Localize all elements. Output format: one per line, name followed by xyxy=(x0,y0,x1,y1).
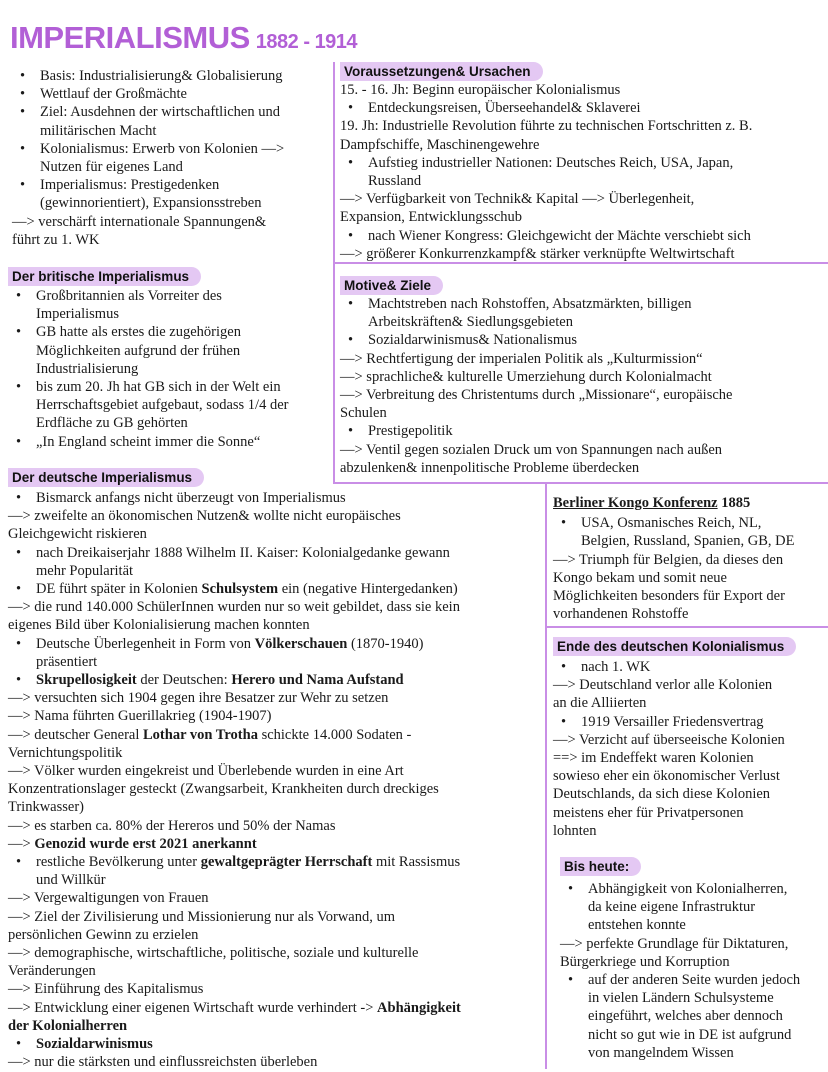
text-line xyxy=(8,871,545,889)
bullet-item: • Großbritannien als Vorreiter des xyxy=(8,287,333,305)
text-line: Möglichkeiten aufgrund der frühen xyxy=(36,342,241,359)
text-segment: Veränderungen xyxy=(8,963,96,980)
text-line: —> größerer Konkurrenzkampf& stärker verknüpfte Weltwirtschaft xyxy=(340,245,735,262)
bold-text: Herero und Nama Aufstand xyxy=(231,672,404,689)
text-line xyxy=(8,762,545,780)
text-line: Arbeitskräften& Siedlungsgebieten xyxy=(368,314,573,331)
bullet-item xyxy=(8,544,545,562)
ende-section xyxy=(553,637,828,840)
text-segment: DE führt später in Kolonien xyxy=(36,581,202,598)
bullet-item: • Sozialdarwinismus& Nationalismus xyxy=(340,331,828,349)
bold-text: Sozialdarwinismus xyxy=(36,1036,153,1053)
bullet-item: • Kolonialismus: Erwerb von Kolonien —> xyxy=(12,140,330,158)
section-heading-ende: Ende des deutschen Kolonialismus xyxy=(553,637,796,656)
text-segment: —> versuchten sich 1904 gegen ihre Besatzer zur Wehr zu setzen xyxy=(8,690,389,707)
text-segment: —> Vergewaltigungen von Frauen xyxy=(8,890,209,907)
text-segment: nach Dreikaiserjahr 1888 Wilhelm II. Kaiser: Kolonialgedanke gewann xyxy=(36,544,450,561)
divider-vertical-top xyxy=(333,62,335,482)
text-line xyxy=(8,780,545,798)
text-line xyxy=(8,525,545,543)
text-segment: Trinkwasser) xyxy=(8,799,84,816)
bullet-item xyxy=(8,1035,545,1053)
text-segment: der Deutschen: xyxy=(136,672,232,689)
bullet-item xyxy=(8,671,545,689)
bullet-item xyxy=(8,853,545,871)
text-line xyxy=(8,562,545,580)
text-line: Dampfschiffe, Maschinengewehre xyxy=(340,136,540,153)
text-line: Schulen xyxy=(340,405,387,422)
text-segment: eigenes Bild über Kolonialisierung machen konnten xyxy=(8,617,310,634)
text-line: —> Verzicht auf überseeische Kolonien xyxy=(553,731,785,748)
text-line xyxy=(8,798,545,816)
text-line: —> Deutschland verlor alle Kolonien xyxy=(553,677,773,694)
text-line: 15. - 16. Jh: Beginn europäischer Kolonialismus xyxy=(340,82,621,98)
text-line: —> Triumph für Belgien, da dieses den xyxy=(553,551,784,568)
deutsch-section xyxy=(8,468,545,1072)
text-line: Russland xyxy=(368,173,422,190)
text-line xyxy=(8,926,545,944)
text-line xyxy=(8,980,545,998)
text-line: meistens eher für Privatpersonen xyxy=(553,804,744,821)
kongo-heading-year: 1885 xyxy=(717,495,751,511)
text-line: —> Verfügbarkeit von Technik& Kapital —> Überlegenheit, xyxy=(340,191,695,208)
voraussetzungen-section xyxy=(340,62,828,263)
text-segment: präsentiert xyxy=(36,653,98,670)
text-line: Nutzen für eigenes Land xyxy=(40,159,183,176)
text-line: ==> im Endeffekt waren Kolonien xyxy=(553,750,754,767)
bullet-item xyxy=(8,635,545,653)
section-heading-heute: Bis heute: xyxy=(560,857,641,876)
section-heading-voraussetzungen: Voraussetzungen& Ursachen xyxy=(340,62,543,81)
text-segment: (1870-1940) xyxy=(347,635,424,652)
intro-list xyxy=(12,67,330,249)
bullet-item: • Wettlauf der Großmächte xyxy=(12,85,330,103)
text-line xyxy=(8,707,545,725)
bullet-item: • USA, Osmanisches Reich, NL, xyxy=(553,514,828,532)
text-segment: ein (negative Hintergedanken) xyxy=(278,581,458,598)
bullet-item: • nach Wiener Kongress: Gleichgewicht der Mächte verschiebt sich xyxy=(340,227,828,245)
bullet-item: • „In England scheint immer die Sonne“ xyxy=(8,433,333,451)
text-line: lohnten xyxy=(553,822,597,839)
bullet-item: • nach 1. WK xyxy=(553,658,828,676)
intro-section xyxy=(12,67,330,249)
ende-list xyxy=(553,658,828,840)
divider-horizontal-kongo xyxy=(545,626,828,628)
text-segment: —> Entwicklung einer eigenen Wirtschaft wurde verhindert -> xyxy=(8,999,378,1016)
text-line xyxy=(8,726,545,744)
text-line: eingeführt, welches aber dennoch xyxy=(588,1008,783,1025)
text-line: abzulenken& innenpolitische Probleme überdecken xyxy=(340,459,640,476)
text-segment: —> deutscher General xyxy=(8,726,143,743)
title-years: 1882 - 1914 xyxy=(255,31,358,53)
text-line: führt zu 1. WK xyxy=(12,231,100,248)
section-heading-motive: Motive& Ziele xyxy=(340,276,443,295)
text-line: Belgien, Russland, Spanien, GB, DE xyxy=(581,533,795,550)
text-line: —> perfekte Grundlage für Diktaturen, xyxy=(560,935,789,952)
bullet-item: • 1919 Versailler Friedensvertrag xyxy=(553,713,828,731)
text-line: nicht so gut wie in DE ist aufgrund xyxy=(588,1026,792,1043)
text-line xyxy=(8,744,545,762)
bullet-item: • Imperialismus: Prestigedenken xyxy=(12,176,330,194)
text-line: sowieso eher ein ökonomischer Verlust xyxy=(553,768,780,785)
divider-vertical-right xyxy=(545,482,547,1069)
bullet-item: • Machtstreben nach Rohstoffen, Absatzmärkten, billigen xyxy=(340,295,828,313)
text-line xyxy=(8,817,545,835)
text-segment: —> nur die stärksten und einflussreichsten überleben xyxy=(8,1054,318,1071)
text-line: Kongo bekam und somit neue xyxy=(553,569,727,586)
bullet-item: • Prestigepolitik xyxy=(340,422,828,440)
text-line xyxy=(8,962,545,980)
text-segment: —> Einführung des Kapitalismus xyxy=(8,981,204,998)
kongo-section xyxy=(553,494,828,623)
bullet-item: • Ziel: Ausdehnen der wirtschaftlichen und xyxy=(12,103,330,121)
text-line: militärischen Macht xyxy=(40,122,157,139)
text-segment: —> Nama führten Guerillakrieg (1904-1907) xyxy=(8,708,272,725)
bullet-item: • Entdeckungsreisen, Überseehandel& Sklaverei xyxy=(340,99,828,117)
text-line xyxy=(8,835,545,853)
bullet-item xyxy=(8,580,545,598)
text-line xyxy=(8,999,545,1017)
text-line: Expansion, Entwicklungsschub xyxy=(340,209,523,226)
bold-text: Schulsystem xyxy=(201,581,279,598)
text-segment: —> demographische, wirtschaftliche, politische, soziale und kulturelle xyxy=(8,945,419,962)
text-line: da keine eigene Infrastruktur xyxy=(588,899,756,916)
bold-text: Völkerschauen xyxy=(254,635,348,652)
bullet-item: • GB hatte als erstes die zugehörigen xyxy=(8,323,333,341)
bullet-item: • Basis: Industrialisierung& Globalisierung xyxy=(12,67,330,85)
text-line: Deutschlands, da sich diese Kolonien xyxy=(553,786,771,803)
text-line: —> sprachliche& kulturelle Umerziehung durch Kolonialmacht xyxy=(340,368,712,385)
text-line: vorhandenen Rohstoffe xyxy=(553,606,689,623)
bold-text: Lothar von Trotha xyxy=(143,726,258,743)
text-line xyxy=(8,944,545,962)
text-line: Erdfläche zu GB gehörten xyxy=(36,415,188,432)
text-line: Möglichkeiten besonders für Export der xyxy=(553,588,785,605)
bullet-item: • bis zum 20. Jh hat GB sich in der Welt ein xyxy=(8,378,333,396)
bullet-item xyxy=(8,489,545,507)
heute-list xyxy=(560,880,828,1062)
voraussetzungen-list xyxy=(340,81,828,263)
text-line: —> verschärft internationale Spannungen& xyxy=(12,213,267,230)
title-main: IMPERIALISMUS xyxy=(10,20,250,55)
kongo-heading-bold: Berliner Kongo Konferenz xyxy=(553,495,718,511)
text-segment: —> die rund 140.000 SchülerInnen wurden nur so weit gebildet, dass sie kein xyxy=(8,599,460,616)
text-line xyxy=(8,1017,545,1035)
text-line xyxy=(8,653,545,671)
britisch-section xyxy=(8,267,333,451)
text-line: —> Rechtfertigung der imperialen Politik als „Kulturmission“ xyxy=(340,350,703,367)
bold-text: gewaltgeprägter Herrschaft xyxy=(200,854,373,871)
bold-text: Genozid wurde erst 2021 anerkannt xyxy=(34,835,257,852)
text-segment: restliche Bevölkerung unter xyxy=(36,854,201,871)
text-line: —> Verbreitung des Christentums durch „Missionare“, europäische xyxy=(340,387,733,404)
bullet-item: • Aufstieg industrieller Nationen: Deutsches Reich, USA, Japan, xyxy=(340,154,828,172)
bold-text: der Kolonialherren xyxy=(8,1017,128,1034)
bold-text: Abhängigkeit xyxy=(377,999,461,1016)
bullet-item: • auf der anderen Seite wurden jedoch xyxy=(560,971,828,989)
text-segment: —> Ziel der Zivilisierung und Missionierung nur als Vorwand, um xyxy=(8,908,396,925)
section-heading-kongo xyxy=(553,494,828,512)
bold-text: Skrupellosigkeit xyxy=(36,672,137,689)
text-line: Bürgerkriege und Korruption xyxy=(560,953,730,970)
text-segment: Vernichtungspolitik xyxy=(8,744,123,761)
text-line: Herrschaftsgebiet aufgebaut, sodass 1/4 der xyxy=(36,397,289,414)
text-line: —> Ventil gegen sozialen Druck um von Spannungen nach außen xyxy=(340,441,722,458)
heute-section xyxy=(560,857,828,1062)
text-segment: mit Rassismus xyxy=(372,854,461,871)
text-segment: Konzentrationslager gesteckt (Zwangsarbeit, Krankheiten durch dreckiges xyxy=(8,781,439,798)
text-segment: —> zweifelte an ökonomischen Nutzen& wollte nicht europäisches xyxy=(8,508,401,525)
text-line xyxy=(8,908,545,926)
text-line xyxy=(8,616,545,634)
text-line: Industrialisierung xyxy=(36,360,139,377)
bullet-item: • Abhängigkeit von Kolonialherren, xyxy=(560,880,828,898)
text-line: Imperialismus xyxy=(36,306,119,323)
text-line xyxy=(8,598,545,616)
text-segment: Deutsche Überlegenheit in Form von xyxy=(36,635,255,652)
text-line xyxy=(8,507,545,525)
britisch-list xyxy=(8,287,333,451)
text-segment: Gleichgewicht riskieren xyxy=(8,526,147,543)
text-line xyxy=(8,889,545,907)
text-segment: —> Völker wurden eingekreist und Überlebende wurden in eine Art xyxy=(8,763,404,780)
kongo-list xyxy=(553,514,828,623)
text-segment: —> xyxy=(8,835,35,852)
motive-list xyxy=(340,295,828,477)
section-heading-britisch: Der britische Imperialismus xyxy=(8,267,201,286)
page-title xyxy=(10,20,357,56)
motive-section xyxy=(340,276,828,477)
text-segment: Bismarck anfangs nicht überzeugt von Imperialismus xyxy=(36,490,346,506)
text-segment: persönlichen Gewinn zu erzielen xyxy=(8,926,199,943)
section-heading-deutsch: Der deutsche Imperialismus xyxy=(8,468,204,487)
text-line xyxy=(8,689,545,707)
deutsch-list xyxy=(8,489,545,1072)
text-segment: mehr Popularität xyxy=(36,562,134,579)
text-line: (gewinnorientiert), Expansionsstreben xyxy=(40,195,262,212)
text-line: an die Alliierten xyxy=(553,695,647,712)
text-line: entstehen konnte xyxy=(588,917,686,934)
text-segment: schickte 14.000 Sodaten - xyxy=(257,726,412,743)
text-segment: und Willkür xyxy=(36,872,106,889)
text-segment: —> es starben ca. 80% der Hereros und 50% der Namas xyxy=(8,817,336,834)
text-line: 19. Jh: Industrielle Revolution führte zu technischen Fortschritten z. B. xyxy=(340,118,753,135)
text-line: in vielen Ländern Schulsysteme xyxy=(588,990,774,1007)
text-line: von mangelndem Wissen xyxy=(588,1044,734,1061)
